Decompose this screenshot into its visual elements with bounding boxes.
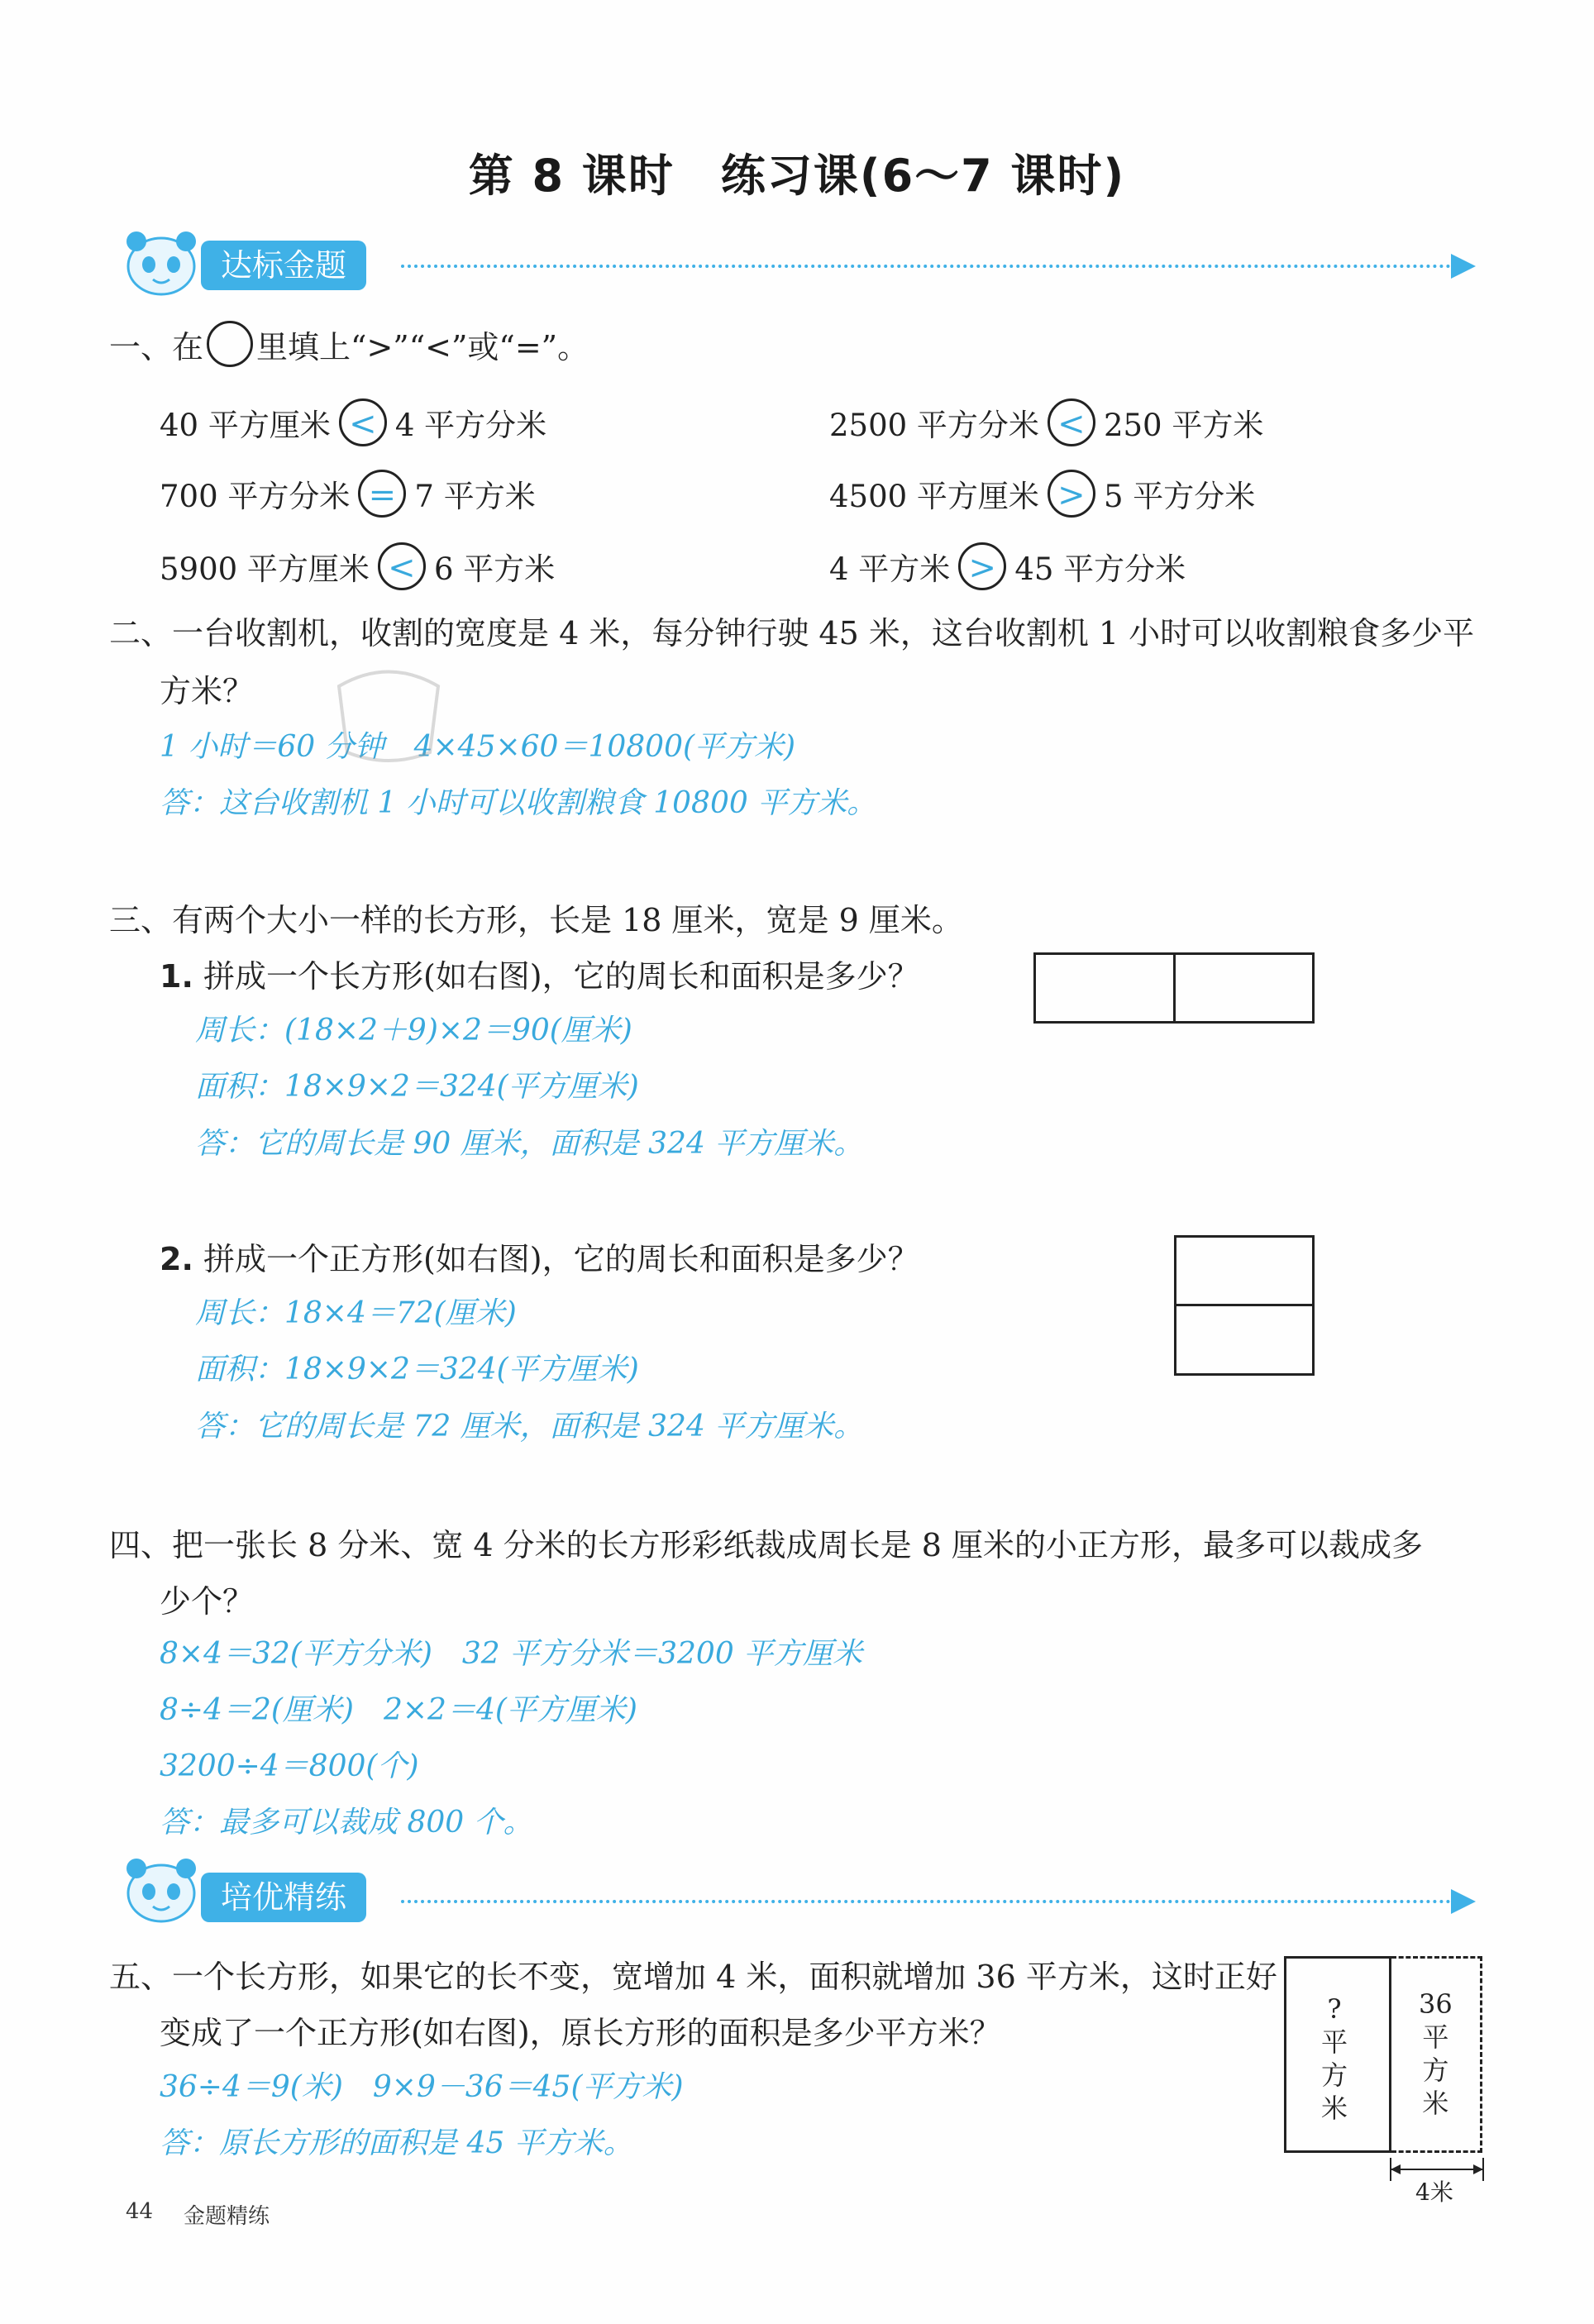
compare-right: 4 平方分米 (394, 408, 547, 443)
compare-item-5 (160, 542, 555, 590)
answer-4-step3: 3200÷4＝800(个) (160, 1749, 419, 1783)
section-divider (401, 1900, 1451, 1903)
section-divider (401, 265, 1451, 268)
compare-item-2 (829, 398, 1263, 446)
book-title: 金题精练 (184, 2204, 270, 2229)
compare-left: 5900 平方厘米 (160, 551, 370, 587)
question-2-line1: 二、一台收割机，收割的宽度是 4 米，每分钟行驶 45 米，这台收割机 1 小时可以收割粮食多少平 (109, 615, 1475, 651)
compare-item-6 (829, 542, 1186, 590)
figure-divider (1173, 952, 1176, 1024)
arrow-right-icon (1451, 1889, 1476, 1914)
compare-left: 700 平方分米 (160, 479, 351, 514)
page-number: 44 (126, 2199, 154, 2224)
question-3-part1 (160, 951, 919, 996)
compare-left: 40 平方厘米 (160, 408, 331, 443)
part-text: 拼成一个长方形(如右图)，它的周长和面积是多少？ (203, 958, 919, 995)
compare-right: 45 平方分米 (1014, 551, 1186, 587)
question-2-line2: 方米？ (160, 673, 255, 709)
answer-2-final: 答：这台收割机 1 小时可以收割粮食 10800 平方米。 (160, 786, 877, 820)
question-5-line2: 变成了一个正方形(如右图)，原长方形的面积是多少平方米？ (160, 2015, 1001, 2051)
watermark-stamp-icon (322, 661, 455, 769)
panda-mascot-icon (116, 1852, 207, 1926)
compare-right: 250 平方米 (1103, 408, 1264, 443)
figure-text: 平 (1422, 2021, 1449, 2053)
compare-right: 6 平方米 (433, 551, 556, 587)
answer-4-step1: 8×4＝32(平方分米) 32 平方分米＝3200 平方厘米 (160, 1637, 863, 1671)
section-badge-advanced: 培优精练 (201, 1873, 366, 1922)
figure-divider (1174, 1304, 1315, 1306)
compare-sign: < (378, 542, 426, 590)
question-4-line1: 四、把一张长 8 分米、宽 4 分米的长方形彩纸裁成周长是 8 厘米的小正方形，最多可以裁成多 (109, 1527, 1424, 1563)
part-number: 1. (160, 958, 193, 995)
question-3-stem: 三、有两个大小一样的长方形，长是 18 厘米，宽是 9 厘米。 (109, 902, 963, 938)
answer-3-1-final: 答：它的周长是 90 厘米，面积是 324 平方厘米。 (195, 1127, 864, 1161)
compare-right: 7 平方米 (414, 479, 536, 514)
answer-3-2-area: 面积：18×9×2＝324(平方厘米) (195, 1353, 639, 1386)
figure-unknown-label (1321, 1992, 1348, 2125)
answer-3-2-perimeter: 周长：18×4＝72(厘米) (195, 1296, 517, 1330)
question-1-prefix: 一、在 (109, 328, 204, 365)
figure-text: 平 (1321, 2026, 1348, 2058)
compare-sign: > (958, 542, 1006, 590)
panda-mascot-icon (116, 225, 207, 299)
answer-4-step2: 8÷4＝2(厘米) 2×2＝4(平方厘米) (160, 1693, 637, 1727)
answer-5-final: 答：原长方形的面积是 45 平方米。 (160, 2126, 633, 2160)
compare-left: 2500 平方分米 (829, 408, 1039, 443)
figure-area-label (1419, 1988, 1453, 2120)
question-5-line1: 五、一个长方形，如果它的长不变，宽增加 4 米，面积就增加 36 平方米，这时正好 (109, 1959, 1277, 1995)
section-badge-standard: 达标金题 (201, 241, 366, 290)
figure-dimension-label: 4米 (1415, 2178, 1453, 2206)
compare-right: 5 平方分米 (1103, 479, 1256, 514)
answer-4-final: 答：最多可以裁成 800 个。 (160, 1806, 533, 1840)
figure-text: 米 (1422, 2088, 1449, 2119)
compare-sign: > (1048, 470, 1095, 518)
compare-sign: < (339, 398, 387, 446)
answer-2-calc: 1 小时＝60 分钟 4×45×60＝10800(平方米) (160, 730, 796, 764)
question-4-line2: 少个？ (160, 1583, 255, 1620)
part-text: 拼成一个正方形(如右图)，它的周长和面积是多少？ (203, 1241, 919, 1277)
question-1-suffix: 里填上“>”“<”或“=”。 (256, 328, 589, 365)
compare-left: 4 平方米 (829, 551, 951, 587)
figure-text: 36 (1419, 1988, 1453, 2020)
compare-left: 4500 平方厘米 (829, 479, 1039, 514)
answer-3-1-perimeter: 周长：(18×2＋9)×2＝90(厘米) (195, 1014, 632, 1047)
blank-circle-icon (207, 321, 253, 367)
figure-text: ? (1327, 1993, 1342, 2025)
compare-item-3 (160, 470, 536, 518)
arrow-right-icon (1451, 254, 1476, 279)
answer-3-2-final: 答：它的周长是 72 厘米，面积是 324 平方厘米。 (195, 1410, 864, 1444)
answer-5-calc: 36÷4＝9(米) 9×9－36＝45(平方米) (160, 2070, 684, 2104)
question-3-part2 (160, 1234, 919, 1279)
figure-text: 米 (1321, 2093, 1348, 2124)
compare-sign: < (1048, 398, 1095, 446)
compare-item-4 (829, 470, 1255, 518)
compare-sign: = (358, 470, 406, 518)
part-number: 2. (160, 1241, 193, 1277)
page-title: 第 8 课时 练习课(6～7 课时) (468, 150, 1126, 202)
answer-3-1-area: 面积：18×9×2＝324(平方厘米) (195, 1070, 639, 1104)
question-1-stem (109, 321, 589, 367)
figure-text: 方 (1321, 2059, 1348, 2091)
compare-item-1 (160, 398, 546, 446)
figure-text: 方 (1422, 2054, 1449, 2086)
